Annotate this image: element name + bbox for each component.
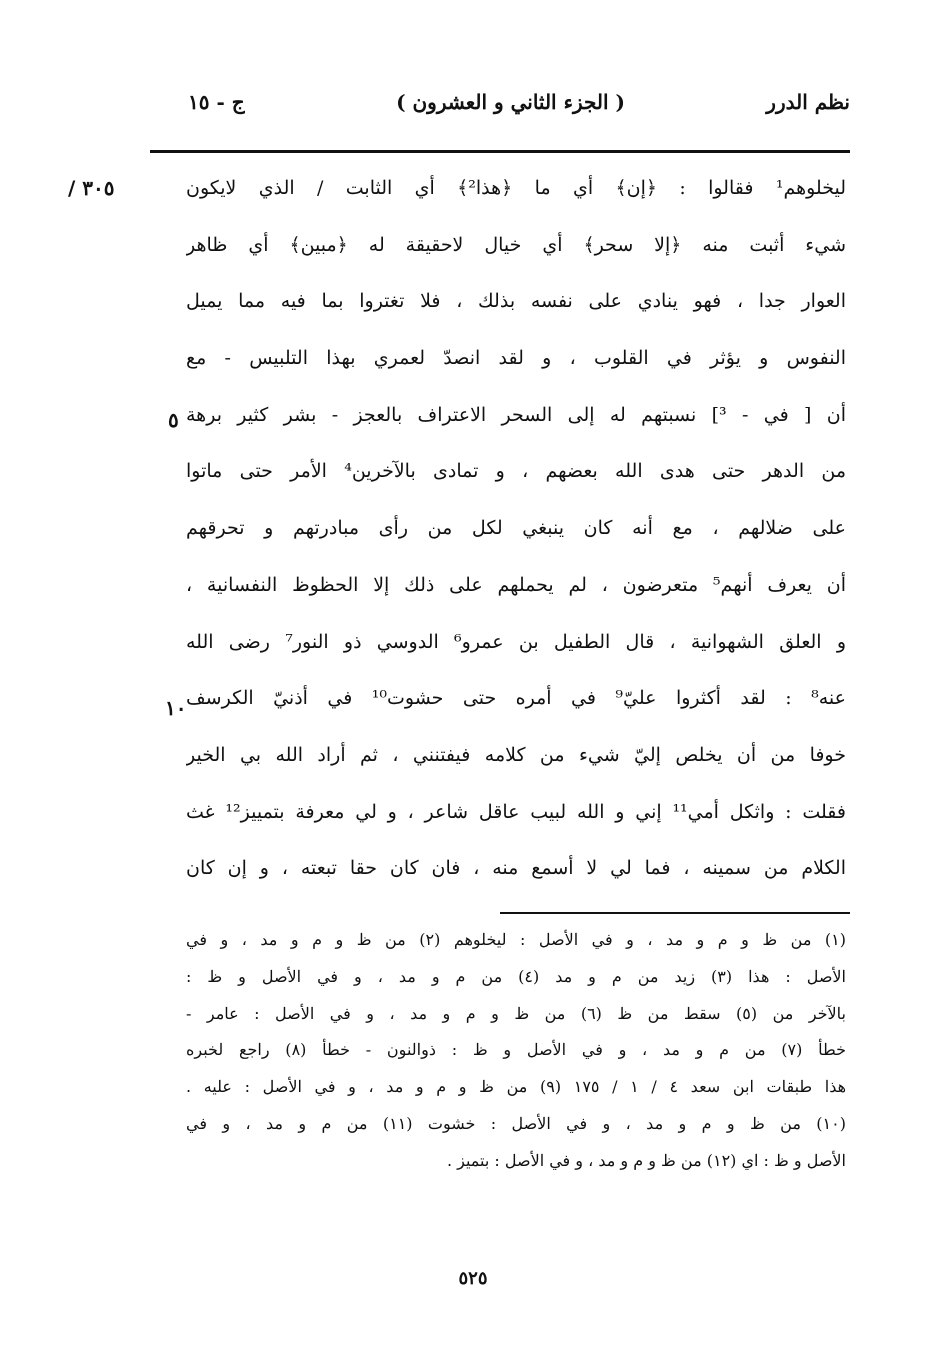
text-line: من الدهر حتى هدى الله بعضهم ، و تمادى بالآخرين⁴ الأمر حتى ماتوا — [186, 460, 846, 483]
text-line: شيء أثبت منه ﴿إلا سحر﴾ أي خيال لاحقيقة له ﴿مبين﴾ أي ظاهر — [186, 233, 846, 256]
footnote-line: الأصل و ظ : اي (١٢) من ظ و م و مد ، و في الأصل : بتميز . — [446, 1150, 846, 1170]
footnote-rule — [500, 912, 850, 914]
text-line: أن [ في - ³] نسبتهم له إلى السحر الاعتراف بالعجز - بشر كثير برهة — [186, 403, 846, 426]
running-header — [150, 90, 850, 130]
text-line: على ضلالهم ، مع أنه كان ينبغي لكل من رأى مبادرتهم و تحرقهم — [186, 517, 846, 540]
line-number-5: ٥ — [168, 408, 179, 432]
footnote-line: خطأ (٧) من م و مد ، و في الأصل و ظ : ذوالنون - خطأ (٨) راجع لخبره — [186, 1040, 846, 1060]
page-number: ٥٢٥ — [458, 1268, 488, 1289]
footnotes — [186, 922, 846, 1180]
folio-mark: / ٣٠٥ — [68, 176, 115, 200]
text-line: عنه⁸ : لقد أكثروا عليّ⁹ في أمره حتى حشوت¹⁰ في أذنيّ الكرسف — [186, 687, 846, 710]
text-line: العوار جدا ، فهو ينادي على نفسه بذلك ، فلا تغتروا بما فيه مما يميل — [186, 290, 846, 313]
text-line: و العلق الشهوانية ، قال الطفيل بن عمرو⁶ الدوسي ذو النور⁷ رضى الله — [186, 630, 846, 653]
footnote-line: (١) من ظ و م و مد ، و في الأصل : ليخلوهم (٢) من ظ و م و مد ، و في — [186, 930, 846, 949]
text-line: خوفا من أن يخلص إليّ شيء من كلامه فيفتنني ، ثم أراد الله بي الخير — [186, 743, 846, 766]
text-line: فقلت : واثكل أمي¹¹ إني و الله لبيب عاقل شاعر ، و لي معرفة بتمييز¹² غث — [186, 800, 846, 823]
main-text — [186, 160, 846, 897]
text-line: ليخلوهم¹ فقالوا : ﴿إن﴾ أي ما ﴿هذا²﴾ أي الثابت / الذي لايكون — [186, 177, 846, 199]
part-title: ( الجزء الثاني و العشرون ) — [396, 90, 625, 114]
text-line: أن يعرف أنهم⁵ متعرضون ، لم يحملهم على ذلك إلا الحظوظ النفسانية ، — [186, 573, 846, 596]
header-rule — [150, 150, 850, 153]
footnote-line: بالآخر من (٥) سقط من ظ (٦) من ظ و م و مد ، و في الأصل : عامر - — [186, 1003, 846, 1023]
text-line: النفوس و يؤثر في القلوب ، و لقد انصدّ لعمري بهذا التلبيس - مع — [186, 347, 846, 370]
chapter-ref: ج - ١٥ — [188, 90, 245, 114]
footnote-line: الأصل : هذا (٣) زيد من م و مد (٤) من م و مد ، و في الأصل و ظ : — [186, 966, 846, 986]
line-number-10: ١٠ — [165, 696, 187, 720]
footnote-line: (١٠) من ظ و م و مد ، و في الأصل : خشوت (١١) من م و مد ، و في — [186, 1113, 846, 1133]
footnote-line: هذا طبقات ابن سعد ٤ / ١ / ١٧٥ (٩) من ظ و م و مد ، و في الأصل : عليه . — [186, 1077, 846, 1097]
book-title: نظم الدرر — [766, 90, 850, 114]
text-line: الكلام من سمينه ، فما لي لا أسمع منه ، فان كان حقا تبعته ، و إن كان — [186, 857, 846, 880]
